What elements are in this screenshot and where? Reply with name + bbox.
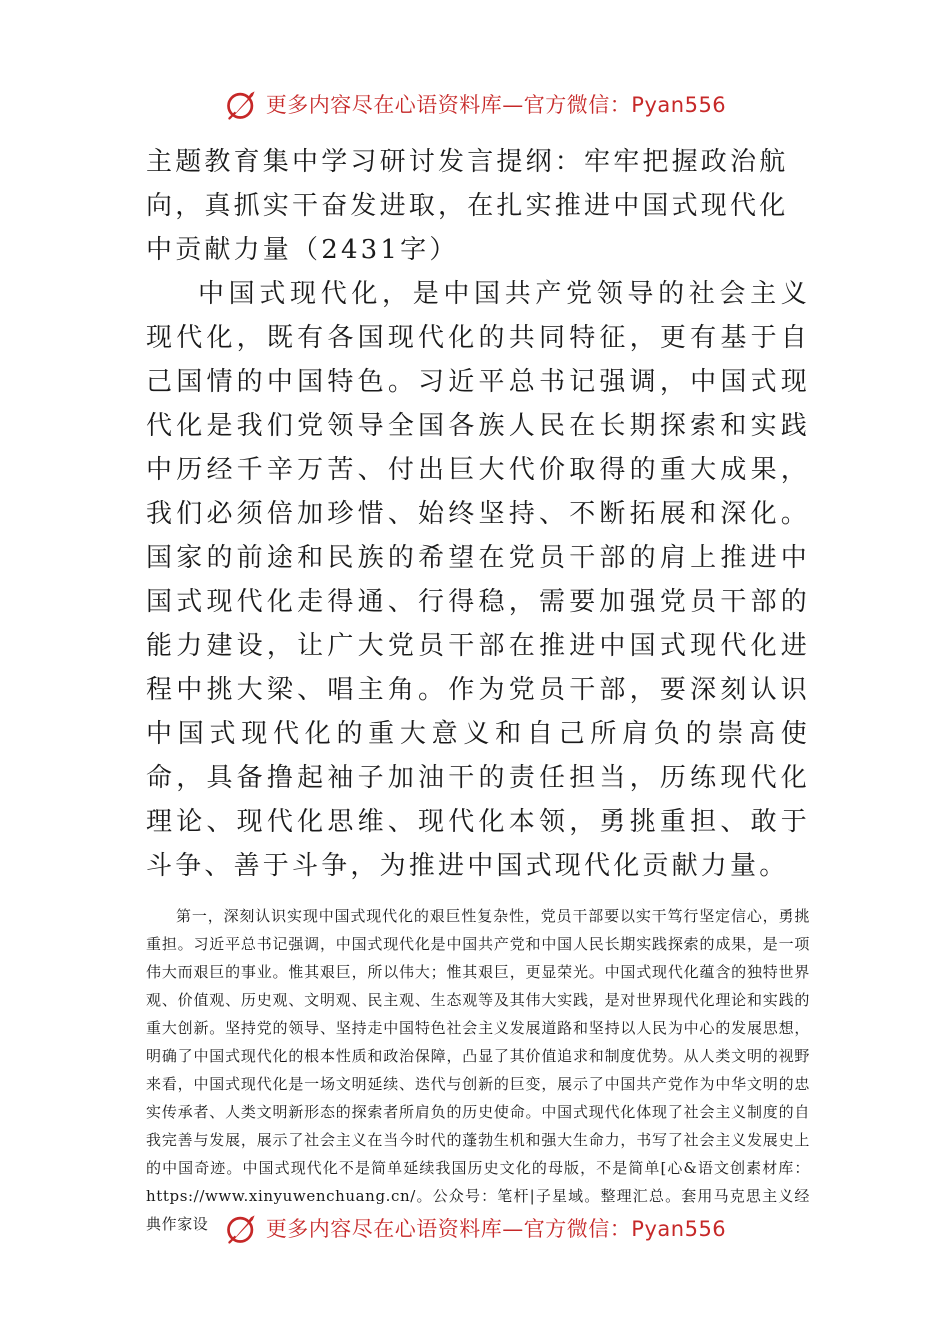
header-banner [0,82,950,126]
intro-paragraph: 中国式现代化，是中国共产党领导的社会主义现代化，既有各国现代化的共同特征，更有基于自己国情的中国特色。习近平总书记强调，中国式现代化是我们党领导全国各族人民在长期探索和实践中历经千辛万苦、付出巨大代价取得的重大成果，我们必须倍加珍惜、始终坚持、不断拓展和深化。国家的前途和民族的希望在党员干部的肩上推进中国式现代化走得通、行得稳，需要加强党员干部的能力建设，让广大党员干部在推进中国式现代化进程中挑大梁、唱主角。作为党员干部，要深刻认识中国式现代化的重大意义和自己所肩负的崇高使命，具备撸起袖子加油干的责任担当，历练现代化理论、现代化思维、现代化本领，勇挑重担、敢于斗争、善于斗争，为推进中国式现代化贡献力量。 [146,279,810,881]
quill-pen-logo-icon [224,86,260,122]
section-one-paragraph: 第一，深刻认识实现中国式现代化的艰巨性复杂性，党员干部要以实干笃行坚定信心，勇挑重担。习近平总书记强调，中国式现代化是中国共产党和中国人民长期实践探索的成果，是一项伟大而艰巨的事业。惟其艰巨，所以伟大；惟其艰巨，更显荣光。中国式现代化蕴含的独特世界观、价值观、历史观、文明观、民主观、生态观等及其伟大实践，是对世界现代化理论和实践的重大创新。坚持党的领导、坚持走中国特色社会主义发展道路和坚持以人民为中心的发展思想，明确了中国式现代化的根本性质和政治保障，凸显了其价值追求和制度优势。从人类文明的视野来看，中国式现代化是一场文明延续、迭代与创新的巨变，展示了中国共产党作为中华文明的忠实传承者、人类文明新形态的探索者所肩负的历史使命。中国式现代化体现了社会主义制度的自我完善与发展，展示了社会主义在当今时代的蓬勃生机和强大生命力，书写了社会主义发展史上的中国奇迹。中国式现代化不是简单延续我国历史文化的母版，不是简单[心&语文创素材库：https://www.xinyuwenchuang.cn/。公众号：笔杆|子星域。整理汇总。套用马克思主义经典作家设 [146,907,810,1233]
document-title: 主题教育集中学习研讨发言提纲：牢牢把握政治航向，真抓实干奋发进取，在扎实推进中国式现代化中贡献力量（2431字） [146,147,789,265]
quill-pen-logo-icon [224,1210,260,1246]
document-body [146,140,810,1238]
footer-banner-text: 更多内容尽在心语资料库—官方微信：Pyan556 [265,1217,727,1241]
header-banner-text: 更多内容尽在心语资料库—官方微信：Pyan556 [265,93,727,117]
footer-banner [0,1206,950,1250]
